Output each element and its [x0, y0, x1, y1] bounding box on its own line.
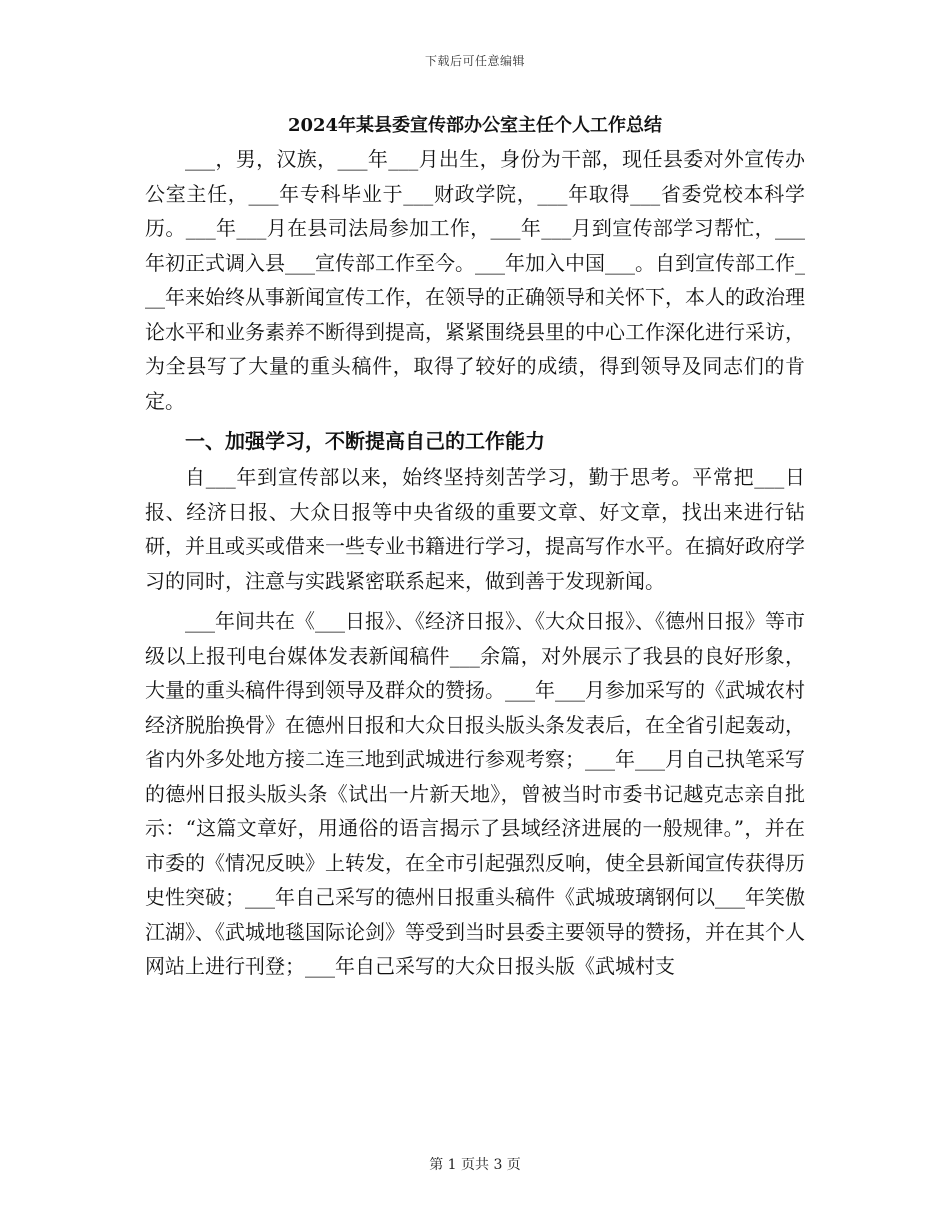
document-title: 2024年某县委宣传部办公室主任个人工作总结 — [287, 115, 663, 136]
section-paragraph: 自___年到宣传部以来，始终坚持刻苦学习，勤于思考。平常把___日报、经济日报、大众日报等中央省级的重要文章、好文章，找出来进行钻研，并且或买或借来一些专业书籍进行学习，提高写作水平。在搞好政府学习的同时，注意与实践紧密联系起来，做到善于发现新闻。 — [145, 465, 805, 593]
page-number: 第 1 页共 3 页 — [429, 1157, 521, 1173]
page-header-note: 下载后可任意编辑 — [424, 54, 525, 68]
section-heading: 一、加强学习，不断提高自己的工作能力 — [185, 429, 545, 453]
section-paragraph: ___年间共在《___日报》、《经济日报》、《大众日报》、《德州日报》等市级以上报刊电台媒体发表新闻稿件___余篇，对外展示了我县的良好形象，大量的重头稿件得到领导及群众的赞扬。___年___月参加采写的《武城农村经济脱胎换骨》在德州日报和大众日报头版头条发表后，在全省引起轰动，省内外多处地方接二连三地到武城进行参观考察；___年___月自己执笔采写的德州日报头版头条《试出一片新天地》，曾被当时市委书记越克志亲自批示：“这篇文章好，用通俗的语言揭示了县域经济进展的一般规律。”，并在市委的《情况反映》上转发，在全市引起强烈反响，使全县新闻宣传获得历史性突破；___年自己采写的德州日报重头稿件《武城玻璃钢何以___年笑傲江湖》、《武城地毯国际论剑》等受到当时县委主要领导的赞扬，并在其个人网站上进行刊登；___年自己采写的大众日报头版《武城村支 — [145, 609, 805, 978]
intro-paragraph: ___，男，汉族，___年___月出生，身份为干部，现任县委对外宣传办公室主任，___年专科毕业于___财政学院，___年取得___省委党校本科学历。___年___月在县司法局参加工作，___年___月到宣传部学习帮忙，___年初正式调入县___宣传部工作至今。___年加入中国___。自到宣传部工作___年来始终从事新闻宣传工作，在领导的正确领导和关怀下，本人的政治理论水平和业务素养不断得到提高，紧紧围绕县里的中心工作深化进行采访，为全县写了大量的重头稿件，取得了较好的成绩，得到领导及同志们的肯定。 — [145, 147, 805, 413]
document-body — [145, 112, 805, 990]
